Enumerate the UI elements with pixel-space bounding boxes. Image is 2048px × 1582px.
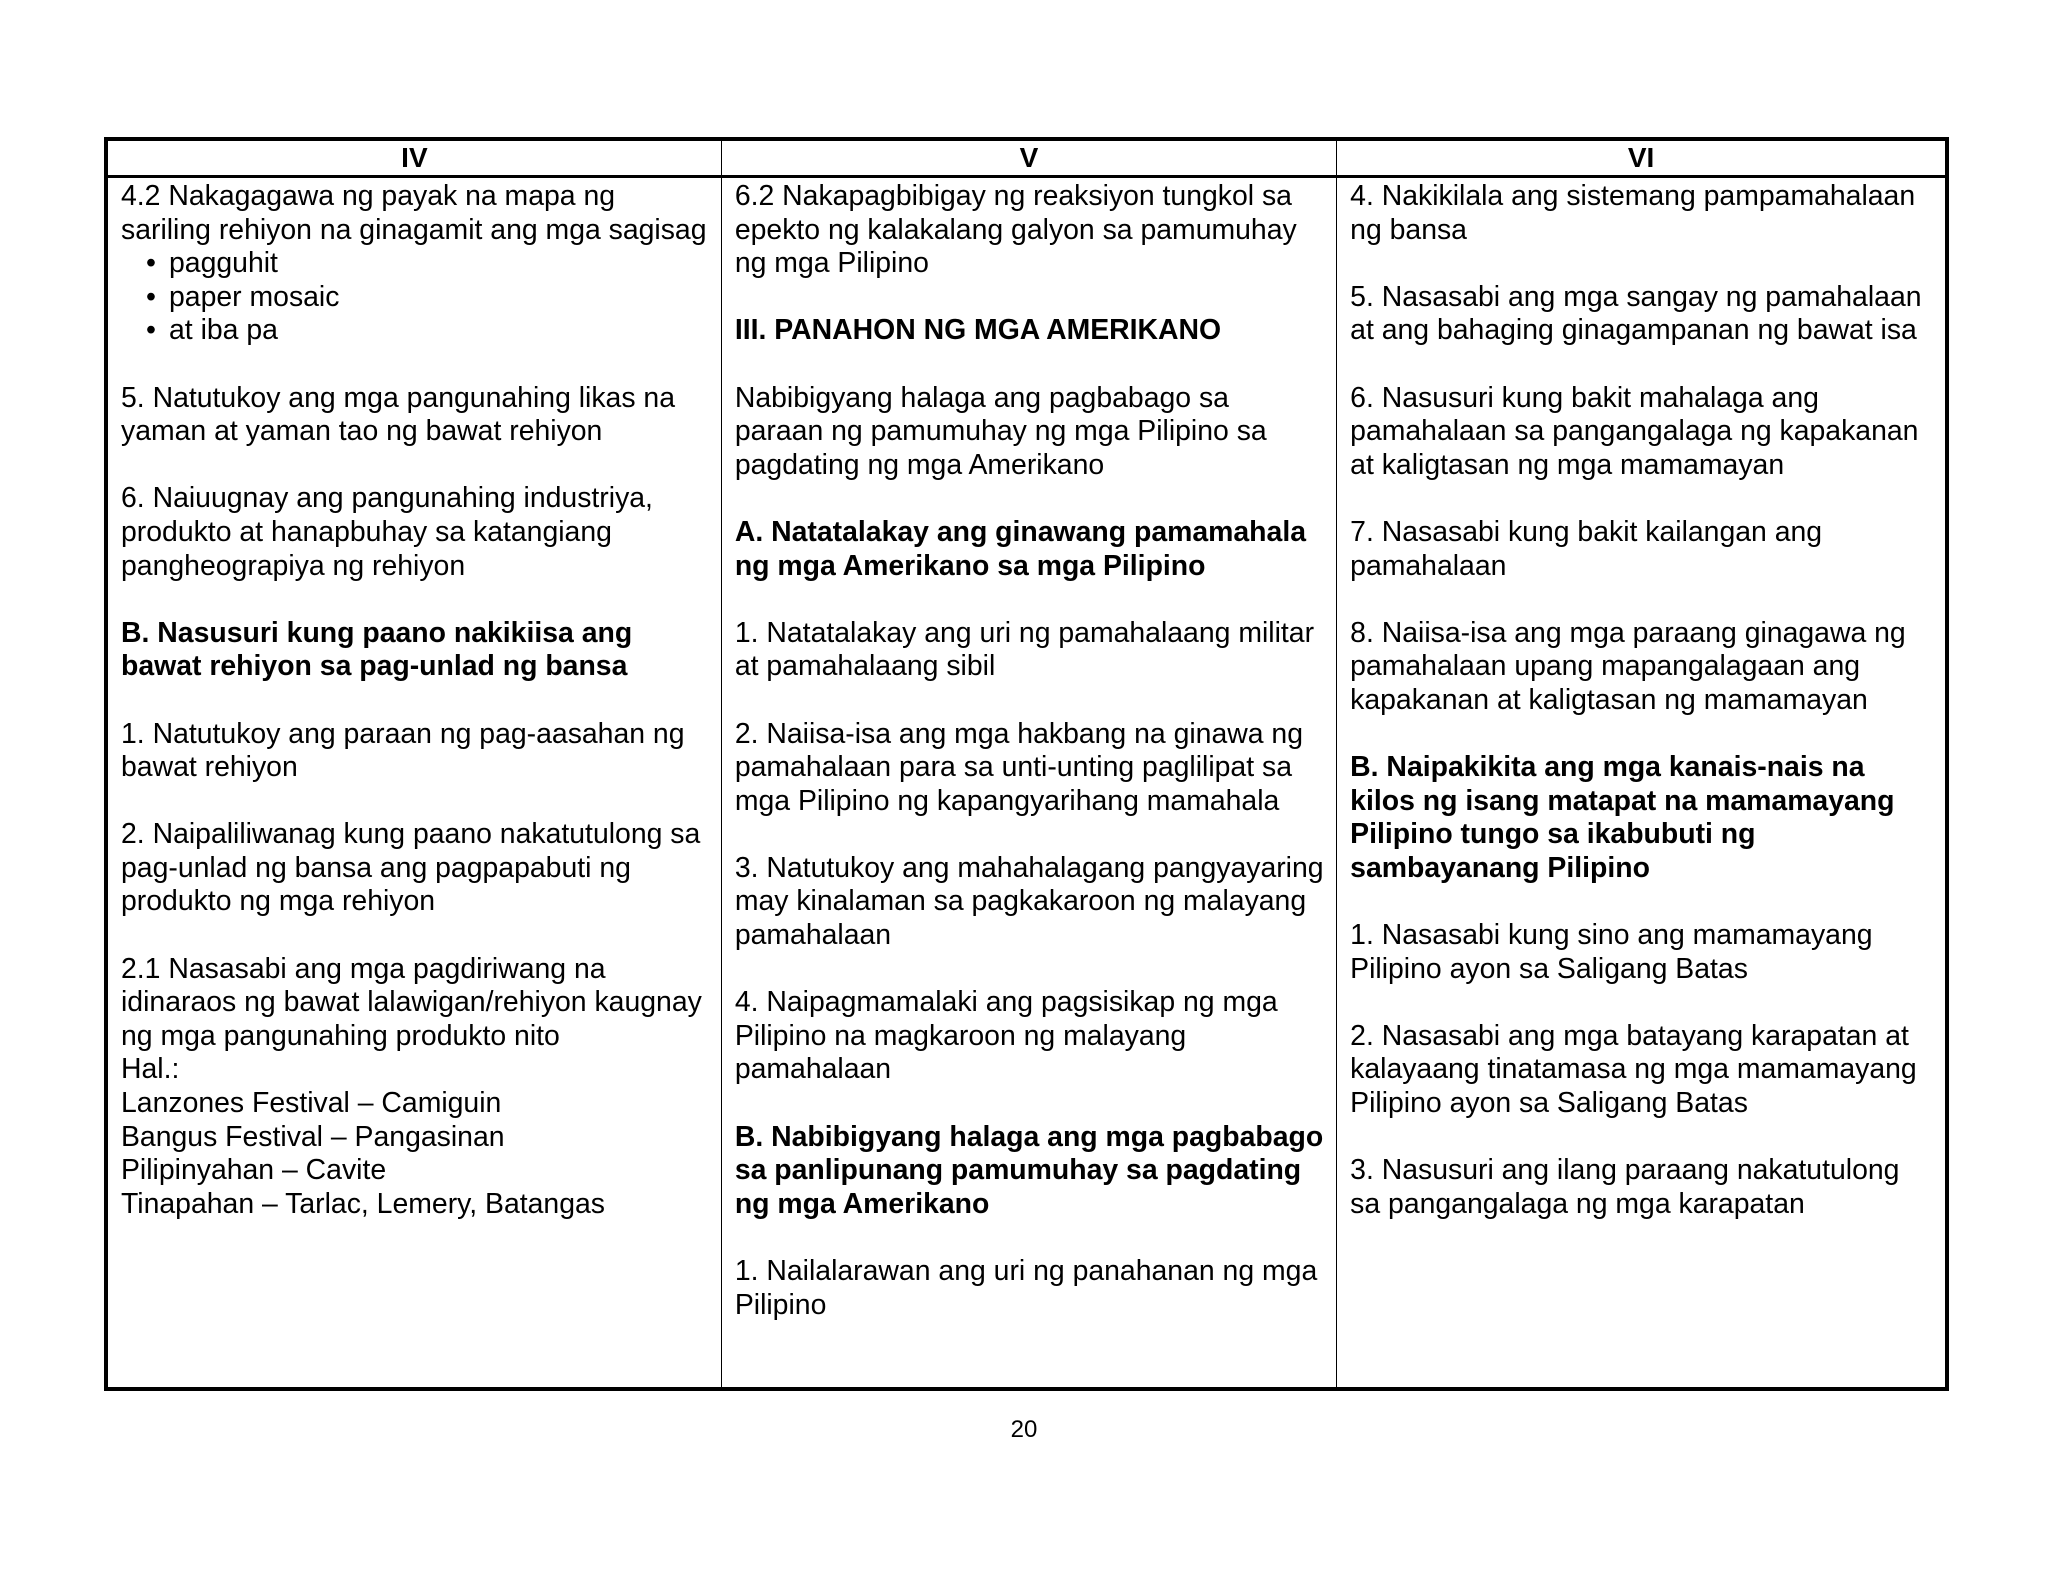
objective-text: 1. Natutukoy ang paraan ng pag-aasahan ng bawat rehiyon bbox=[121, 717, 685, 784]
content-row bbox=[106, 177, 1947, 1390]
column-vi-cell bbox=[1337, 177, 1947, 1390]
objective-text: 6.2 Nakapagbibigay ng reaksiyon tungkol sa epekto ng kalakalang galyon sa pamumuhay ng mga Pilipino bbox=[734, 180, 1297, 280]
objective-text: 7. Nasasabi kung bakit kailangan ang pamahalaan bbox=[1350, 515, 1823, 582]
bullet-icon: • bbox=[146, 314, 156, 347]
bullet-item bbox=[121, 247, 709, 281]
bullet-text: at iba pa bbox=[169, 314, 278, 347]
bullet-text: pagguhit bbox=[169, 247, 278, 280]
objective-text: 4.2 Nakagagawa ng payak na mapa ng sariling rehiyon na ginagamit ang mga sagisag bbox=[121, 180, 707, 246]
section-heading: B. Naipakikita ang mga kanais-nais na kilos ng isang matapat na mamamayang Pilipino tungo sa ikabubuti ng sambayanang Pilipino bbox=[1350, 751, 1895, 884]
column-header-iv: IV bbox=[106, 139, 721, 177]
bullet-text: paper mosaic bbox=[169, 280, 340, 313]
objective-text: 6. Naiuugnay ang pangunahing industriya, produkto at hanapbuhay sa katangiang pangheograpiya ng rehiyon bbox=[121, 482, 653, 582]
objective-text: 3. Natutukoy ang mahahalagang pangyayaring may kinalaman sa pagkakaroon ng malayang pamahalaan bbox=[734, 851, 1324, 952]
objective-text: 1. Natatalakay ang uri ng pamahalaang militar at pamahalaang sibil bbox=[734, 616, 1315, 683]
example-line: Hal.: bbox=[121, 1053, 180, 1086]
example-line: Tinapahan – Tarlac, Lemery, Batangas bbox=[121, 1187, 605, 1220]
objective-block bbox=[121, 953, 709, 1222]
bullet-icon: • bbox=[146, 247, 156, 280]
objective-text: 1. Nailalarawan ang uri ng panahanan ng mga Pilipino bbox=[734, 1255, 1318, 1321]
section-heading: III. PANAHON NG MGA AMERIKANO bbox=[734, 314, 1222, 347]
objective-text: 6. Nasusuri kung bakit mahalaga ang pamahalaan sa pangangalaga ng kapakanan at kaligtasan ng mga mamamayan bbox=[1350, 381, 1919, 481]
example-line: Pilipinyahan – Cavite bbox=[121, 1154, 387, 1187]
section-heading: A. Natatalakay ang ginawang pamamahala ng mga Amerikano sa mga Pilipino bbox=[734, 515, 1306, 582]
objective-text: 3. Nasusuri ang ilang paraang nakatutulong sa pangangalaga ng mga karapatan bbox=[1350, 1154, 1900, 1220]
curriculum-table bbox=[104, 137, 1949, 1391]
objective-text: 8. Naiisa-isa ang mga paraang ginagawa ng pamahalaan upang mapangalagaan ang kapakanan at kaligtasan ng mamamayan bbox=[1350, 616, 1906, 716]
column-iv-cell bbox=[106, 177, 721, 1390]
objective-text: 5. Nasasabi ang mga sangay ng pamahalaan at ang bahaging ginagampanan ng bawat isa bbox=[1350, 280, 1922, 347]
objective-text: 2. Nasasabi ang mga batayang karapatan at kalayaang tinatamasa ng mga mamamayang Pilipino ayon sa Saligang Batas bbox=[1350, 1019, 1917, 1120]
example-line: Lanzones Festival – Camiguin bbox=[121, 1087, 502, 1120]
column-v-cell bbox=[721, 177, 1336, 1390]
column-header-vi: VI bbox=[1337, 139, 1947, 177]
section-heading: B. Nabibigyang halaga ang mga pagbabago sa panlipunang pamumuhay sa pagdating ng mga Amerikano bbox=[734, 1120, 1324, 1220]
objective-text: 2. Naiisa-isa ang mga hakbang na ginawa ng pamahalaan para sa unti-unting paglilipat sa mga Pilipino ng kapangyarihang mamahala bbox=[734, 717, 1304, 817]
objective-text: 4. Naipagmamalaki ang pagsisikap ng mga Pilipino na magkaroon ng malayang pamahalaan bbox=[734, 986, 1278, 1086]
objective-text: 4. Nakikilala ang sistemang pampamahalaan ng bansa bbox=[1350, 180, 1916, 246]
objective-text: 2. Naipaliliwanag kung paano nakatutulong sa pag-unlad ng bansa ang pagpapabuti ng produkto ng mga rehiyon bbox=[121, 818, 701, 918]
bullet-list bbox=[121, 247, 709, 348]
column-header-v: V bbox=[721, 139, 1336, 177]
objective-text: 1. Nasasabi kung sino ang mamamayang Pilipino ayon sa Saligang Batas bbox=[1350, 919, 1873, 985]
bullet-icon: • bbox=[146, 280, 156, 313]
section-heading: B. Nasusuri kung paano nakikiisa ang bawat rehiyon sa pag-unlad ng bansa bbox=[121, 616, 633, 683]
bullet-item bbox=[121, 314, 709, 348]
objective-text: 5. Natutukoy ang mga pangunahing likas na yaman at yaman tao ng bawat rehiyon bbox=[121, 381, 676, 448]
objective-text: Nabibigyang halaga ang pagbabago sa paraan ng pamumuhay ng mga Pilipino sa pagdating ng mga Amerikano bbox=[734, 381, 1267, 481]
page-number: 20 bbox=[1010, 1416, 1038, 1443]
bullet-item bbox=[121, 281, 709, 315]
header-row bbox=[106, 139, 1947, 177]
objective-text: 2.1 Nasasabi ang mga pagdiriwang na idinaraos ng bawat lalawigan/rehiyon kaugnay ng mga pangunahing produkto nito bbox=[121, 952, 702, 1052]
example-line: Bangus Festival – Pangasinan bbox=[121, 1120, 505, 1153]
objective-block bbox=[121, 180, 709, 348]
